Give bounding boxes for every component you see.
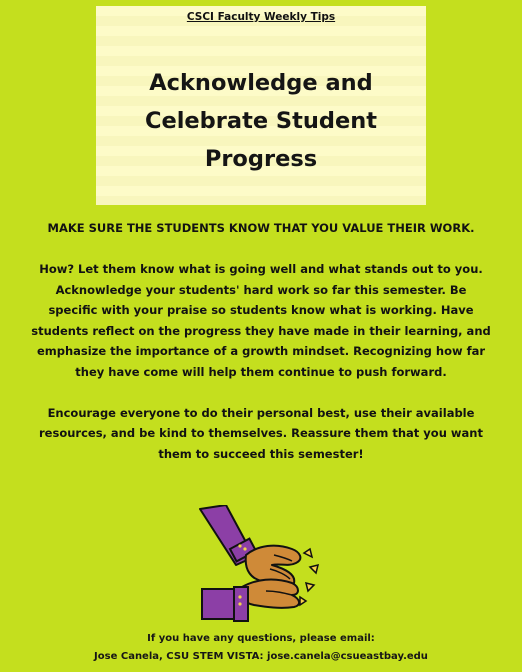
title-line-1: Acknowledge and <box>149 70 373 96</box>
contact-email: Jose Canela, CSU STEM VISTA: jose.canela@csueastbay.edu <box>94 651 428 662</box>
title-banner <box>96 6 426 205</box>
newsletter-kicker: CSCI Faculty Weekly Tips <box>186 11 336 23</box>
paragraph-how: How? Let them know what is going well and what stands out to you. Acknowledge your students' hard work so far this semester. Be specific with your praise so students know what is working. Have students reflect on the progress they have made in their learning, and emphasize the importance of a growth mindset. Recognizing how far they have come will help them continue to push forward. <box>31 262 491 379</box>
page-title <box>96 64 426 178</box>
contact-prompt: If you have any questions, please email: <box>147 633 375 644</box>
body-content <box>30 218 492 464</box>
lead-statement: MAKE SURE THE STUDENTS KNOW THAT YOU VALUE THEIR WORK. <box>47 221 475 235</box>
clapping-hands-icon <box>196 505 328 627</box>
title-line-3: Progress <box>204 146 318 172</box>
contact-footer <box>0 630 522 666</box>
title-line-2: Celebrate Student <box>144 108 378 134</box>
paragraph-encourage: Encourage everyone to do their personal best, use their available resources, and be kind to themselves. Reassure them that you want them to succeed this semester! <box>39 405 483 461</box>
